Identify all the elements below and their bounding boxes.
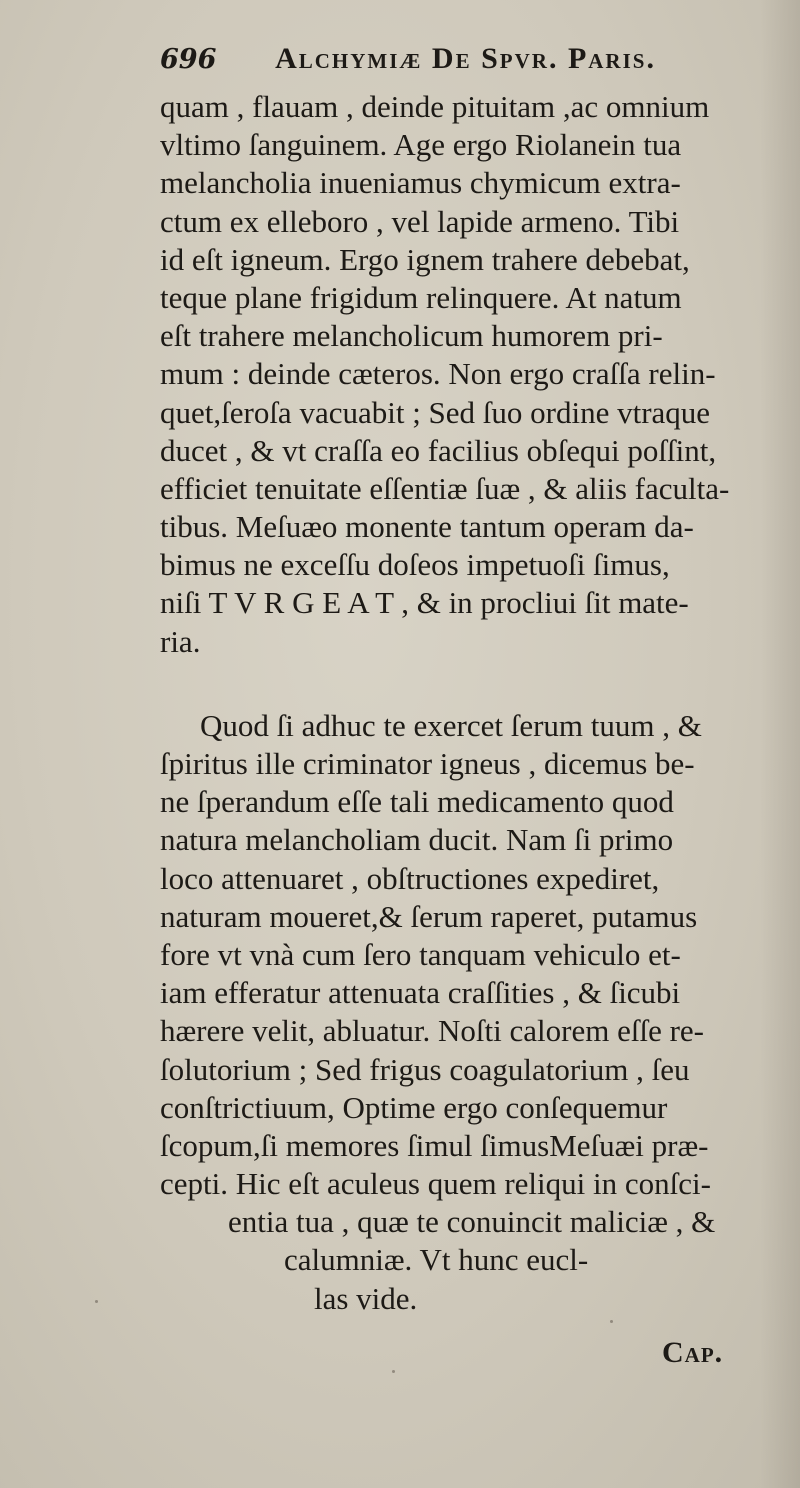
text-line: bimus ne exceſſu doſeos impetuoſi ſimus, (160, 547, 670, 583)
text-line: hærere velit, abluatur. Noſti calorem eſſe re- (160, 1013, 704, 1049)
text-line: mum : deinde cæteros. Non ergo craſſa relin- (160, 356, 716, 392)
text-line: conſtrictiuum, Optime ergo conſequemur (160, 1089, 668, 1125)
text-line: ria. (160, 623, 201, 659)
paragraph-gap (160, 661, 780, 707)
text-line: natura melancholiam ducit. Nam ſi primo (160, 822, 674, 858)
text-line: teque plane frigidum relinquere. At natum (160, 279, 682, 315)
paper-speck (392, 1370, 395, 1373)
text-line: ducet , & vt craſſa eo facilius obſequi poſſint, (160, 432, 717, 468)
text-line: vltimo ſanguinem. Age ergo Riolanein tua (160, 127, 682, 163)
text-line: quet,ſeroſa vacuabit ; Sed ſuo ordine vtraque (160, 394, 711, 430)
paper-speck (95, 1300, 98, 1303)
text-line: ſcopum,ſi memores ſimul ſimusMeſuæi præ- (160, 1127, 709, 1163)
text-line: las vide. (314, 1280, 418, 1316)
text-line: Quod ſi adhuc te exercet ſerum tuum , & (200, 707, 702, 743)
text-line: entia tua , quæ te conuincit maliciæ , & (228, 1204, 716, 1240)
text-line: fore vt vnà cum ſero tanquam vehiculo et- (160, 936, 681, 972)
text-line: ſpiritus ille criminator igneus , dicemus be- (160, 746, 695, 781)
text-line: efficiet tenuitate eſſentiæ ſuæ , & aliis faculta- (160, 470, 730, 506)
text-line: quam , flauam , deinde pituitam ,ac omnium (160, 89, 710, 124)
text-line: ne ſperandum eſſe tali medicamento quod (160, 784, 674, 820)
body-text (160, 88, 780, 1318)
text-line: melancholia inueniamus chymicum extra- (160, 165, 681, 201)
text-line: tibus. Meſuæo monente tantum operam da- (160, 509, 694, 545)
page-number: 696 (160, 44, 217, 75)
text-line: eſt trahere melancholicum humorem pri- (160, 318, 663, 354)
text-line: id eſt igneum. Ergo ignem trahere debebat, (160, 241, 690, 277)
text-line: ctum ex elleboro , vel lapide armeno. Tibi (160, 203, 680, 239)
text-line: loco attenuaret , obſtructiones expediret, (160, 860, 660, 896)
text-line: iam efferatur attenuata craſſities , & ſicubi (160, 975, 681, 1011)
text-line: calumniæ. Vt hunc eucl- (284, 1242, 589, 1278)
catchword: Cap. (662, 1336, 724, 1369)
text-line: niſi T V R G E A T , & in procliui ſit mate- (160, 585, 689, 621)
text-line: cepti. Hic eſt aculeus quem reliqui in conſci- (160, 1166, 711, 1202)
text-line: ſolutorium ; Sed frigus coagulatorium , ſeu (160, 1051, 690, 1087)
running-title: Alchymiæ De Spvr. Paris. (275, 42, 656, 75)
paper-speck (610, 1320, 613, 1323)
text-line: naturam moueret,& ſerum raperet, putamus (160, 898, 698, 934)
running-head (160, 42, 760, 86)
